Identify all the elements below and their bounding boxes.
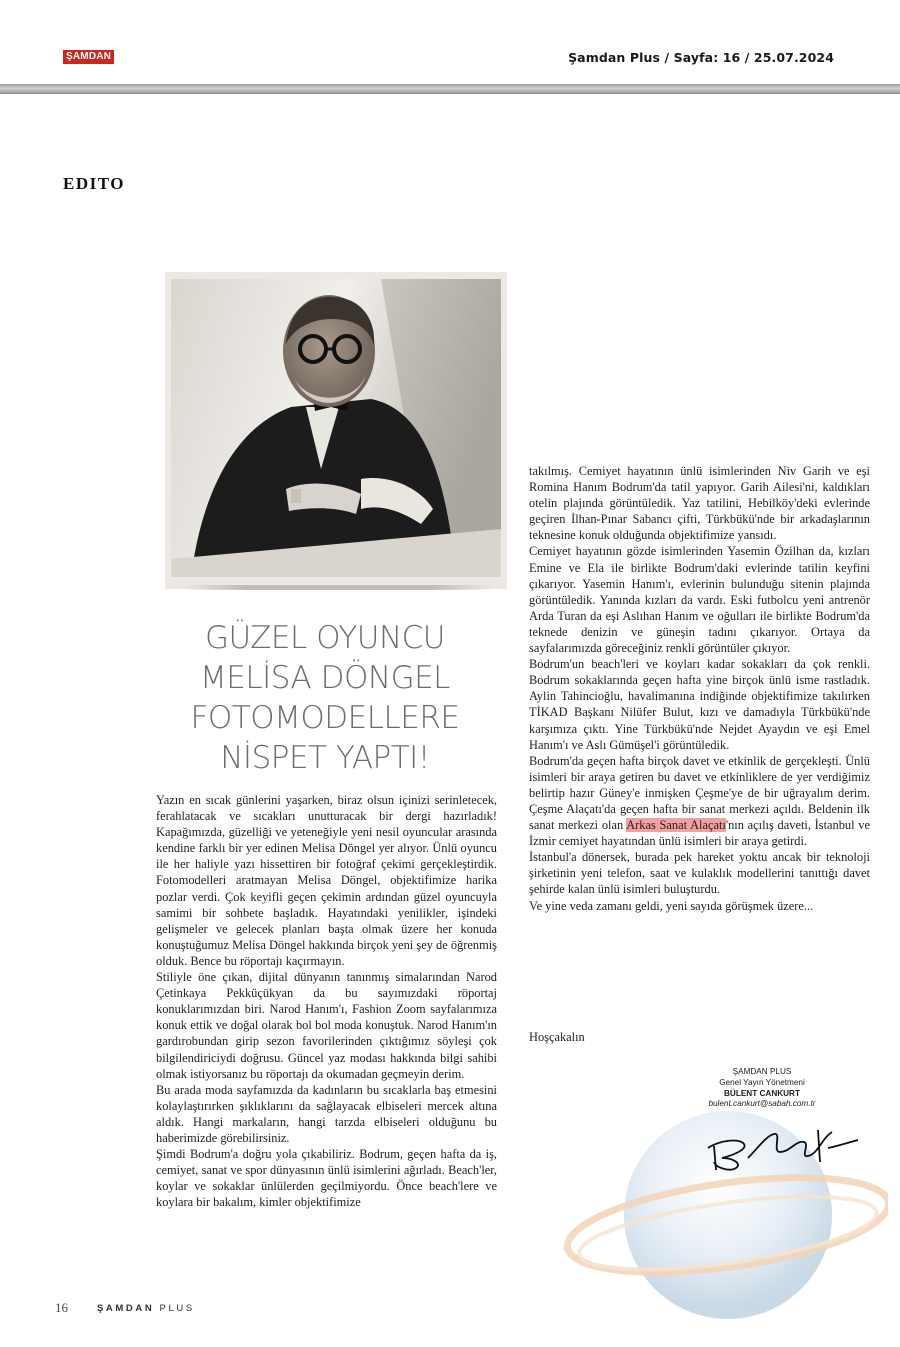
article-paragraph: İstanbul'a dönersek, burada pek hareket yoktu ancak bir teknoloji şirketinin yeni telefon, saat ve kulaklık modellerini tanıttığı davet şehirde kalan ünlü isimleri buluşturdu.: [529, 850, 870, 897]
headline: [160, 618, 490, 778]
headline-line: NİSPET YAPTI!: [220, 740, 430, 776]
article-paragraph: Bu arada moda sayfamızda da kadınların bu sıcaklarla baş etmesini kolaylaştırırken şıklıklarını da sağlayacak elbiseleri mercek altına aldık. Hangi markaların, hangi tarzda elbiseleri olduğunu bu haberimizde görebilirsiniz.: [156, 1082, 497, 1145]
samdan-logo: ŞAMDAN: [63, 50, 114, 64]
header-divider: [0, 84, 900, 94]
headline-line: MELİSA DÖNGEL: [200, 660, 450, 696]
signature-name: BÜLENT CANKURT: [724, 1088, 800, 1098]
page-number: 16: [55, 1300, 68, 1315]
signature-role: Genel Yayın Yönetmeni: [719, 1077, 805, 1087]
page-source-info: Şamdan Plus / Sayfa: 16 / 25.07.2024: [568, 50, 834, 65]
signature-brand: ŞAMDAN PLUS: [732, 1067, 792, 1076]
editor-portrait-photo: [171, 279, 501, 577]
article-paragraph: Cemiyet hayatının gözde isimlerinden Yasemin Özilhan da, kızları Emine ve Ela ile birlikte Bodrum'daki evlerinde tatilin keyfini çıkarıyor. Yasemin Hanım'ı, evlerinin bulunduğu sitenin plajında görüntüledik. Yanında kızları da vardı. Eski futbolcu yeni antrenör Arda Turan da eşi Aslıhan Hanım ve oğulları ile birlikte Bodrum'da teknede denizin ve güneşin tadını çıkarıyor. Ortaya da sayfalarımızda göreceğiniz renkli görüntüler çıkıyor.: [529, 544, 870, 656]
headline-line: FOTOMODELLERE: [190, 700, 460, 736]
headline-line: GÜZEL OYUNCU: [205, 620, 445, 656]
article-paragraph: Şimdi Bodrum'a doğru yola çıkabiliriz. Bodrum, geçen hafta da iş, cemiyet, sanat ve spor dünyasının ünlü isimlerini ağırladı. Beach'ler, koylar ve sokaklar ünlülerden geçilmiyordu. Önce beach'lere ve koylara bir bakalım, kimler objektifimize: [156, 1147, 497, 1210]
article-paragraph: [529, 753, 870, 850]
photo-shadow: [183, 585, 493, 590]
footer-brand-bold: ŞAMDAN: [97, 1303, 155, 1314]
text-run: Bodrum'da geçen hafta birçok davet ve etkinlik de gerçekleşti. Ünlü isimleri bir araya getiren bu davet ve etkinliklere de yer verdiğimiz belirtip hazır Güney'e inmişken Çeşme'ye de bir uğrayalım derim. Çeşme Alaçatı'da geçen hafta bir sanat merkezi açıldı. Beldenin ilk sanat merkezi olan: [529, 753, 870, 833]
article-paragraph: Ve yine veda zamanı geldi, yeni sayıda görüşmek üzere...: [529, 898, 814, 913]
article-paragraph: Bodrum'un beach'leri ve koyları kadar sokakları da çok renkli. Bodrum sokaklarında geçen hafta yine birçok ünlü isme rastladık. Aylin Tahincioğlu, havalimanına indiğinde objektifimize takılırken TİKAD Başkanı Nilüfer Bulut, kızı ve damadıyla Türkbükü'nde karşımıza çıktı. Yine Türkbükü'nde Nejdet Ayaydın ve eşi Emel Hanım'ı ve Aslı Gümüşel'i görüntüledik.: [529, 657, 870, 752]
footer-brand-light: PLUS: [159, 1303, 195, 1314]
highlighted-venue-name: Arkas Sanat Alaçatı: [626, 818, 726, 833]
text-run: 'nın açılış daveti, İstanbul ve İzmir cemiyet hayatından ünlü isimleri bir araya getirdi.: [529, 818, 870, 849]
article-right-column: [529, 463, 870, 914]
article-paragraph: takılmış. Cemiyet hayatının ünlü isimlerinden Niv Garih ve eşi Romina Hanım Bodrum'da tatil yapıyor. Garih Ailesi'ni, kaldıkları otelin plajında görüntüledik. Yaz tatilini, Hebilköy'deki evlerinde geçiren İlhan-Pınar Sabancı çifti, Türkbükü'nde bir arkadaşlarının teknesine konuk olduğunda objektifimize yansıdı.: [529, 464, 870, 543]
footer-brand: [97, 1303, 195, 1314]
signature-block: [700, 1067, 824, 1110]
handwritten-signature: [700, 1118, 862, 1174]
article-paragraph: Yazın en sıcak günlerini yaşarken, biraz olsun içinizi serinletecek, ferahlatacak ve sıcakları unutturacak bir dergi hazırladık! Kapağımızda, güzelliği ve yeteneğiyle yeni nesil oyuncular arasında kendine farklı bir yer edinen Melisa Döngel yer alıyor. Ünlü oyuncu ile her haliyle yazı hissettiren bir fotoğraf çekimi gerçekleştirdik. Fotomodelleri aratmayan Melisa Döngel, objektifimize harika pozlar verdi. Çok keyifli geçen çekimin ardından güzel oyuncuyla samimi bir sohbete başladık. Hayatındaki yenilikler, işindeki gelişmeler ve gelecek planları başta olmak üzere her konuda konuştuğumuz Melisa Döngel hakkında birçok yeni şey de öğrenmiş olduk. Bence bu röportajı kaçırmayın.: [156, 793, 497, 968]
article-left-column: [156, 792, 497, 1210]
closing-greeting: Hoşçakalın: [529, 1030, 585, 1044]
article-paragraph: Stiliyle öne çıkan, dijital dünyanın tanınmış simalarından Narod Çetinkaya Pekküçükyan da bu sayımızdaki röportaj konuklarımızdan biri. Narod Hanım'ı, Fashion Zoom sayfalarımıza konuk ettik ve doğal olarak bol bol moda konuştuk. Narod Hanım'ın gardırobundan girip sezon favorilerinden çıktığımız söyleşi çok bilgilendiriciydi doğrusu. Güncel yaz modası hakkında bilgi sahibi olmak istiyorsanız bu röportajı da okumadan geçmeyin derim.: [156, 970, 497, 1081]
signature-email: bulent.cankurt@sabah.com.tr: [708, 1099, 816, 1109]
section-label: EDITO: [63, 174, 125, 193]
